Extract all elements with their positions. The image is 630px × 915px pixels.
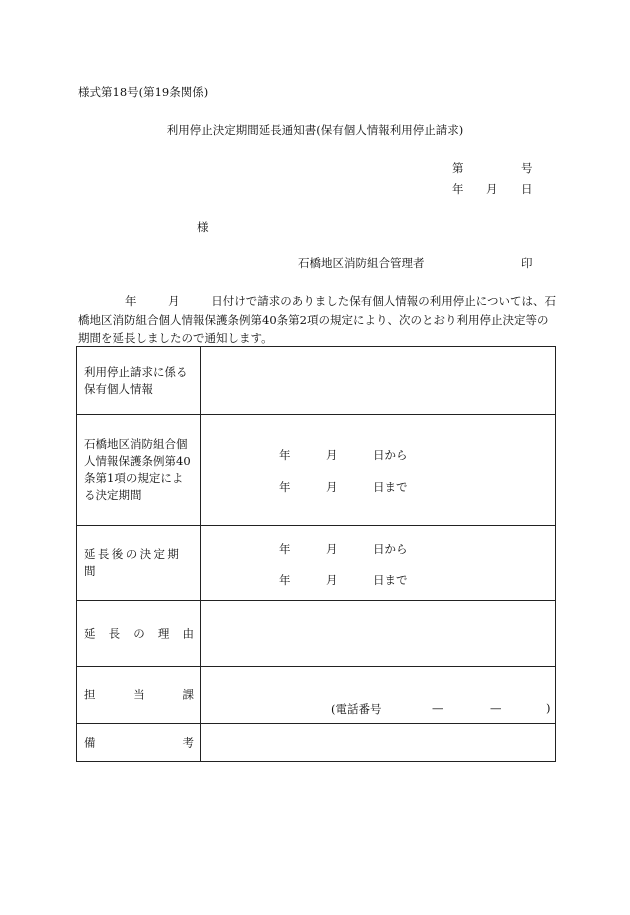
row-target-information [77,347,555,414]
period-year: 年 [279,542,291,556]
label-line: 条第1項の規定によ [84,471,184,485]
label-char: 理 [157,626,170,640]
value-extended-period[interactable] [201,526,555,600]
phone-close: ) [546,701,551,715]
period-month: 月 [326,542,338,556]
value-original-period[interactable] [201,415,555,525]
label-line: 保有個人情報 [84,381,153,396]
label-department [77,667,201,723]
label-line: 延長後の決定期間 [84,547,182,578]
period-month: 月 [326,573,338,587]
period-day: 日から [373,448,408,462]
intro-line-2: 橋地区消防組合個人情報保護条例第40条第2項の規定により、次のとおり利用停止決定等の [78,312,549,327]
label-line: 人情報保護条例第40 [84,454,191,468]
row-department [77,666,555,723]
document-title: 利用停止決定期間延長通知書(保有個人情報利用停止請求) [166,123,464,137]
intro-month: 月 [168,294,180,308]
row-extended-period [77,525,555,600]
seal-mark: 印 [521,256,533,270]
sender-name: 石橋地区消防組合管理者 [298,256,425,270]
period-day: 日まで [373,480,408,494]
row-extension-reason [77,600,555,666]
extension-table [76,346,556,762]
label-char: 課 [182,687,194,702]
intro-day-text: 日付けで請求のありました保有個人情報の利用停止については、石 [211,294,556,308]
label-line: る決定期間 [84,488,142,502]
doc-number-go: 号 [521,161,533,175]
label-line: 石橋地区消防組合個 [84,437,188,451]
label-char: 由 [182,626,194,640]
value-target-information[interactable] [201,347,555,414]
period-month: 月 [326,480,338,494]
row-original-period [77,414,555,525]
doc-date-month: 月 [486,182,498,196]
period-day: 日から [373,542,408,556]
phone-label: (電話番号 [331,702,382,716]
value-extension-reason[interactable] [201,601,555,666]
phone-dash: — [490,701,502,715]
period-month: 月 [326,448,338,462]
doc-date-year: 年 [452,182,464,196]
label-char: 長 [108,626,121,640]
period-day: 日まで [373,573,408,587]
doc-number-dai: 第 [452,161,464,175]
label-char: 考 [182,735,194,749]
intro-line-1 [78,292,556,311]
row-remarks [77,723,555,761]
label-char: 当 [133,687,145,702]
label-char: の [133,626,145,640]
period-year: 年 [279,448,291,462]
value-department[interactable] [201,667,555,723]
value-remarks[interactable] [201,724,555,761]
label-line: 利用停止請求に係る [84,364,188,379]
label-target-information [77,347,201,414]
intro-line-3: 期間を延長しましたので通知します。 [78,331,273,345]
period-year: 年 [279,480,291,494]
label-char: 備 [84,735,96,749]
label-char: 担 [84,687,96,702]
phone-dash: — [432,701,444,715]
doc-date-day: 日 [521,182,533,196]
addressee-suffix: 様 [197,220,209,234]
label-char: 延 [84,626,96,640]
label-extension-reason [77,601,201,666]
form-number: 様式第18号(第19条関係) [78,85,209,99]
period-year: 年 [279,573,291,587]
label-remarks [77,724,201,761]
intro-paragraph [78,292,556,348]
intro-year: 年 [125,294,137,308]
label-extended-period [77,526,201,600]
label-original-period [77,415,201,525]
